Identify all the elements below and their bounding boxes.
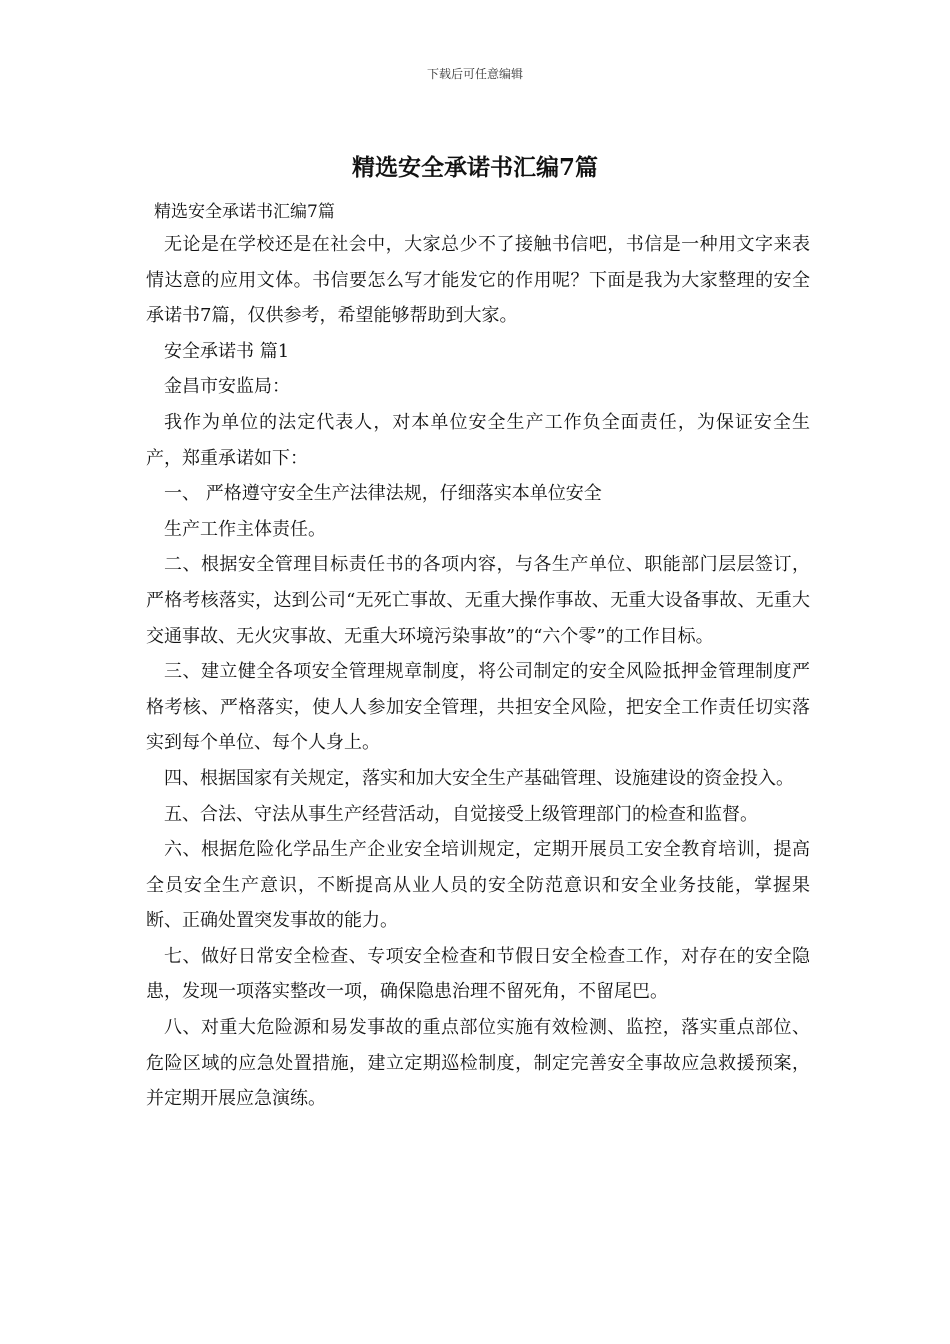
pledge-item-5: 五、合法、守法从事生产经营活动，自觉接受上级管理部门的检查和监督。: [164, 803, 758, 825]
section-heading: 安全承诺书 篇1: [164, 340, 290, 362]
pledge-intro-paragraph: 我作为单位的法定代表人，对本单位安全生产工作负全面责任，为保证安全生产，郑重承诺如下：: [146, 411, 810, 469]
document-body: [146, 197, 810, 1117]
pledge-item-2: 二、根据安全管理目标责任书的各项内容，与各生产单位、职能部门层层签订，严格考核落实，达到公司“无死亡事故、无重大操作事故、无重大设备事故、无重大交通事故、无火灾事故、无重大环境污染事故”的“六个零”的工作目标。: [146, 554, 810, 647]
pledge-item-3: 三、建立健全各项安全管理规章制度，将公司制定的安全风险抵押金管理制度严格考核、严格落实，使人人参加安全管理，共担安全风险，把安全工作责任切实落实到每个单位、每个人身上。: [146, 661, 810, 754]
pledge-item-1-continued: 生产工作主体责任。: [164, 518, 326, 540]
addressee: 金昌市安监局：: [164, 376, 290, 398]
pledge-item-4: 四、根据国家有关规定，落实和加大安全生产基础管理、设施建设的资金投入。: [164, 767, 794, 789]
pledge-item-8: 八、对重大危险源和易发事故的重点部位实施有效检测、监控，落实重点部位、危险区域的应急处置措施，建立定期巡检制度，制定完善安全事故应急救援预案，并定期开展应急演练。: [146, 1017, 810, 1110]
header-note: 下载后可任意编辑: [426, 67, 523, 81]
pledge-item-6: 六、根据危险化学品生产企业安全培训规定，定期开展员工安全教育培训，提高全员安全生产意识，不断提高从业人员的安全防范意识和安全业务技能，掌握果断、正确处置突发事故的能力。: [146, 839, 810, 932]
pledge-item-1: 一、 严格遵守安全生产法律法规，仔细落实本单位安全: [164, 483, 602, 505]
document-title: 精选安全承诺书汇编7篇: [351, 154, 598, 181]
subtitle-line: 精选安全承诺书汇编7篇: [154, 202, 335, 222]
pledge-item-7: 七、做好日常安全检查、专项安全检查和节假日安全检查工作，对存在的安全隐患，发现一项落实整改一项，确保隐患治理不留死角，不留尾巴。: [146, 945, 810, 1003]
intro-paragraph: 无论是在学校还是在社会中，大家总少不了接触书信吧，书信是一种用文字来表情达意的应用文体。书信要怎么写才能发它的作用呢？下面是我为大家整理的安全承诺书7篇，仅供参考，希望能够帮助到大家。: [146, 234, 810, 327]
